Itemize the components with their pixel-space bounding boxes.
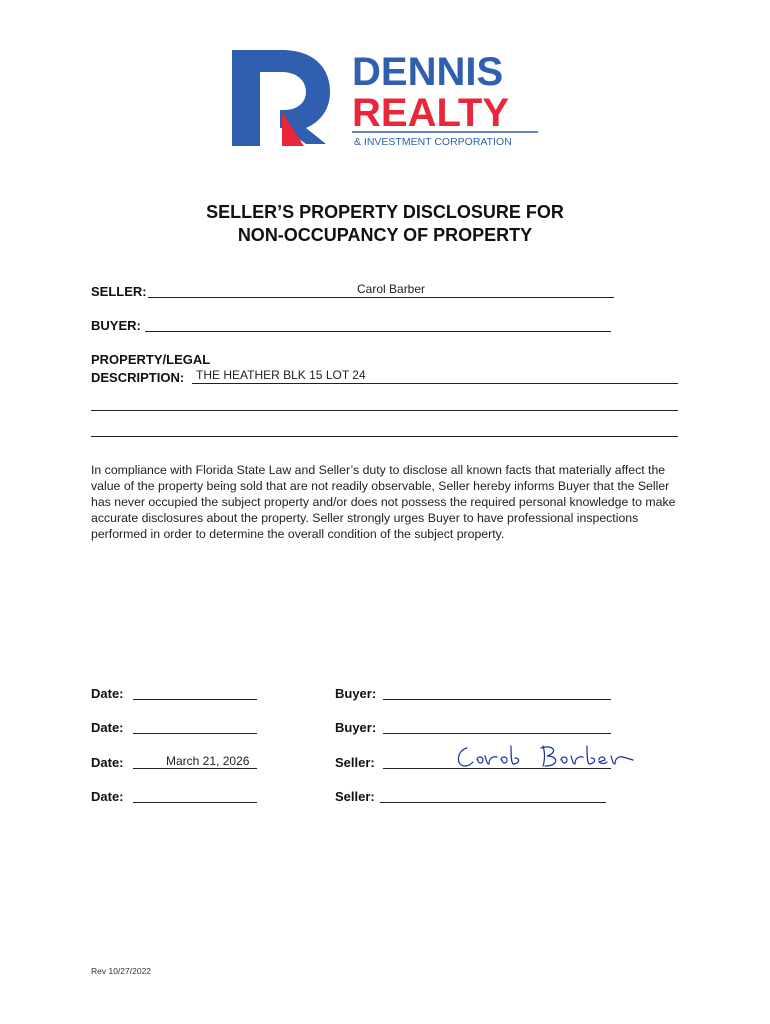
logo-tagline: & INVESTMENT CORPORATION — [354, 136, 512, 148]
seller-value[interactable]: Carol Barber — [357, 282, 426, 296]
property-label-1: PROPERTY/LEGAL — [91, 352, 211, 367]
seller-line — [148, 297, 614, 298]
buyer-signature-label-1: Buyer: — [335, 686, 377, 701]
property-line-3[interactable] — [91, 436, 678, 437]
date-label-4: Date: — [91, 789, 124, 804]
buyer-label: BUYER: — [91, 318, 141, 333]
date-label-3: Date: — [91, 755, 124, 770]
seller-label: SELLER: — [91, 284, 147, 299]
seller-signature-line-2[interactable] — [380, 802, 606, 803]
company-logo — [232, 46, 542, 150]
logo-name-line1: DENNIS — [352, 50, 504, 94]
buyer-line[interactable] — [145, 331, 611, 332]
property-line-2[interactable] — [91, 410, 678, 411]
date-line-4[interactable] — [133, 802, 257, 803]
buyer-signature-line-1[interactable] — [383, 699, 611, 700]
date-label-2: Date: — [91, 720, 124, 735]
signature-graphic — [453, 742, 638, 774]
date-line-2[interactable] — [133, 733, 257, 734]
date-label-1: Date: — [91, 686, 124, 701]
date-value[interactable]: March 21, 2026 — [166, 754, 250, 768]
property-label-2: DESCRIPTION: — [91, 370, 185, 385]
property-line — [192, 383, 678, 384]
buyer-signature-line-2[interactable] — [383, 733, 611, 734]
logo-graphic — [232, 46, 542, 150]
date-line-3 — [133, 768, 257, 769]
date-line-1[interactable] — [133, 699, 257, 700]
disclosure-paragraph: In compliance with Florida State Law and Seller’s duty to disclose all known facts that materially affect the value of the property being sold that are not readily observable, Seller hereby informs Buyer that the Seller has never occupied the subject property and/or does not possess the required personal knowledge to make accurate disclosures about the property. Seller strongly urges Buyer to have professional inspections performed in order to determine the overall condition of the subject property. — [91, 463, 676, 541]
seller-signature-label-2: Seller: — [335, 789, 375, 804]
seller-signature-image[interactable] — [453, 742, 638, 779]
buyer-signature-label-2: Buyer: — [335, 720, 377, 735]
document-title-line1: SELLER’S PROPERTY DISCLOSURE FOR — [206, 202, 564, 222]
document-title-line2: NON-OCCUPANCY OF PROPERTY — [237, 225, 533, 245]
property-value[interactable]: THE HEATHER BLK 15 LOT 24 — [196, 368, 366, 382]
revision-date: Rev 10/27/2022 — [91, 966, 152, 976]
seller-signature-label-1: Seller: — [335, 755, 375, 770]
logo-name-line2: REALTY — [352, 91, 510, 135]
